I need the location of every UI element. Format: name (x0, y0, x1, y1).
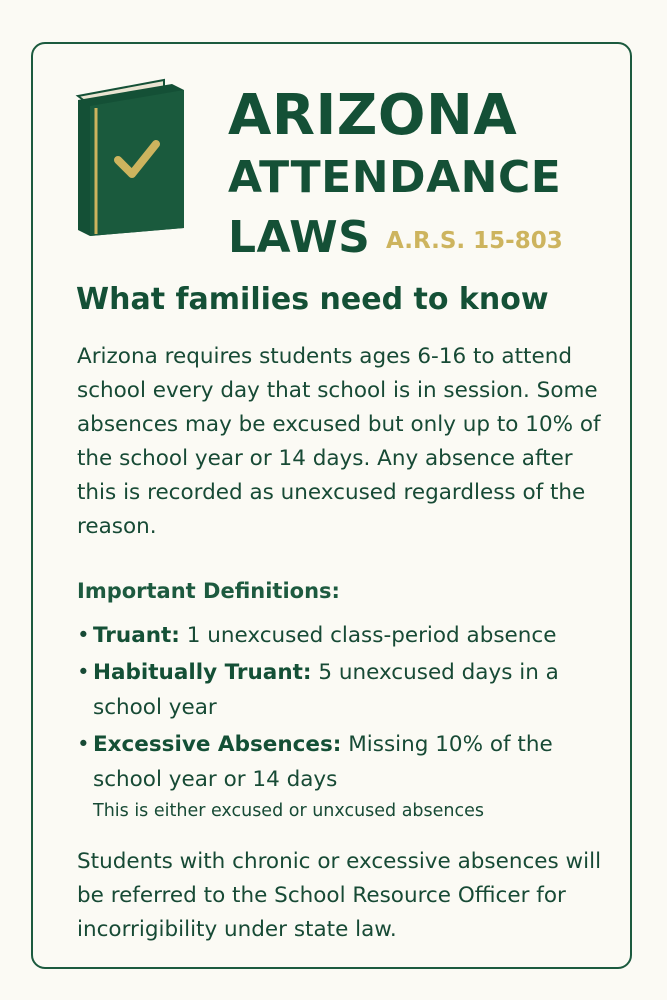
title-line-2: ATTENDANCE (228, 152, 562, 203)
title-line-3: LAWS (228, 212, 371, 263)
bullet-icon: • (77, 732, 90, 757)
statute-reference: A.R.S. 15-803 (386, 228, 563, 254)
definition-term: Excessive Absences: (93, 732, 342, 757)
bullet-icon: • (77, 660, 90, 685)
definition-text: Missing 10% of the school year or 14 days (93, 732, 553, 792)
definition-truant (77, 618, 617, 653)
footer-paragraph: Students with chronic or excessive absences will be referred to the School Resource Officer for incorrigibility under state law. (77, 849, 602, 942)
definitions-heading: Important Definitions: (77, 579, 340, 603)
definition-text: 1 unexcused class-period absence (186, 623, 557, 648)
bullet-icon: • (77, 623, 90, 648)
book-check-icon (72, 78, 192, 238)
definition-term: Habitually Truant: (93, 660, 312, 685)
definition-excessive-absences (77, 727, 617, 825)
definition-habitually-truant (77, 655, 617, 725)
definition-term: Truant: (93, 623, 180, 648)
definition-note: This is either excused or unxcused absences (93, 801, 485, 821)
definition-text: 5 unexcused days in a school year (93, 660, 559, 720)
subtitle: What families need to know (76, 282, 549, 317)
title-line-1: ARIZONA (228, 83, 518, 148)
definitions-list (77, 618, 617, 827)
intro-paragraph: Arizona requires students ages 6-16 to attend school every day that school is in session. Some absences may be excused but only up to 10% of the school year or 14 days. Any absence after this is recorded as unexcused regardless of the reason. (77, 344, 601, 539)
